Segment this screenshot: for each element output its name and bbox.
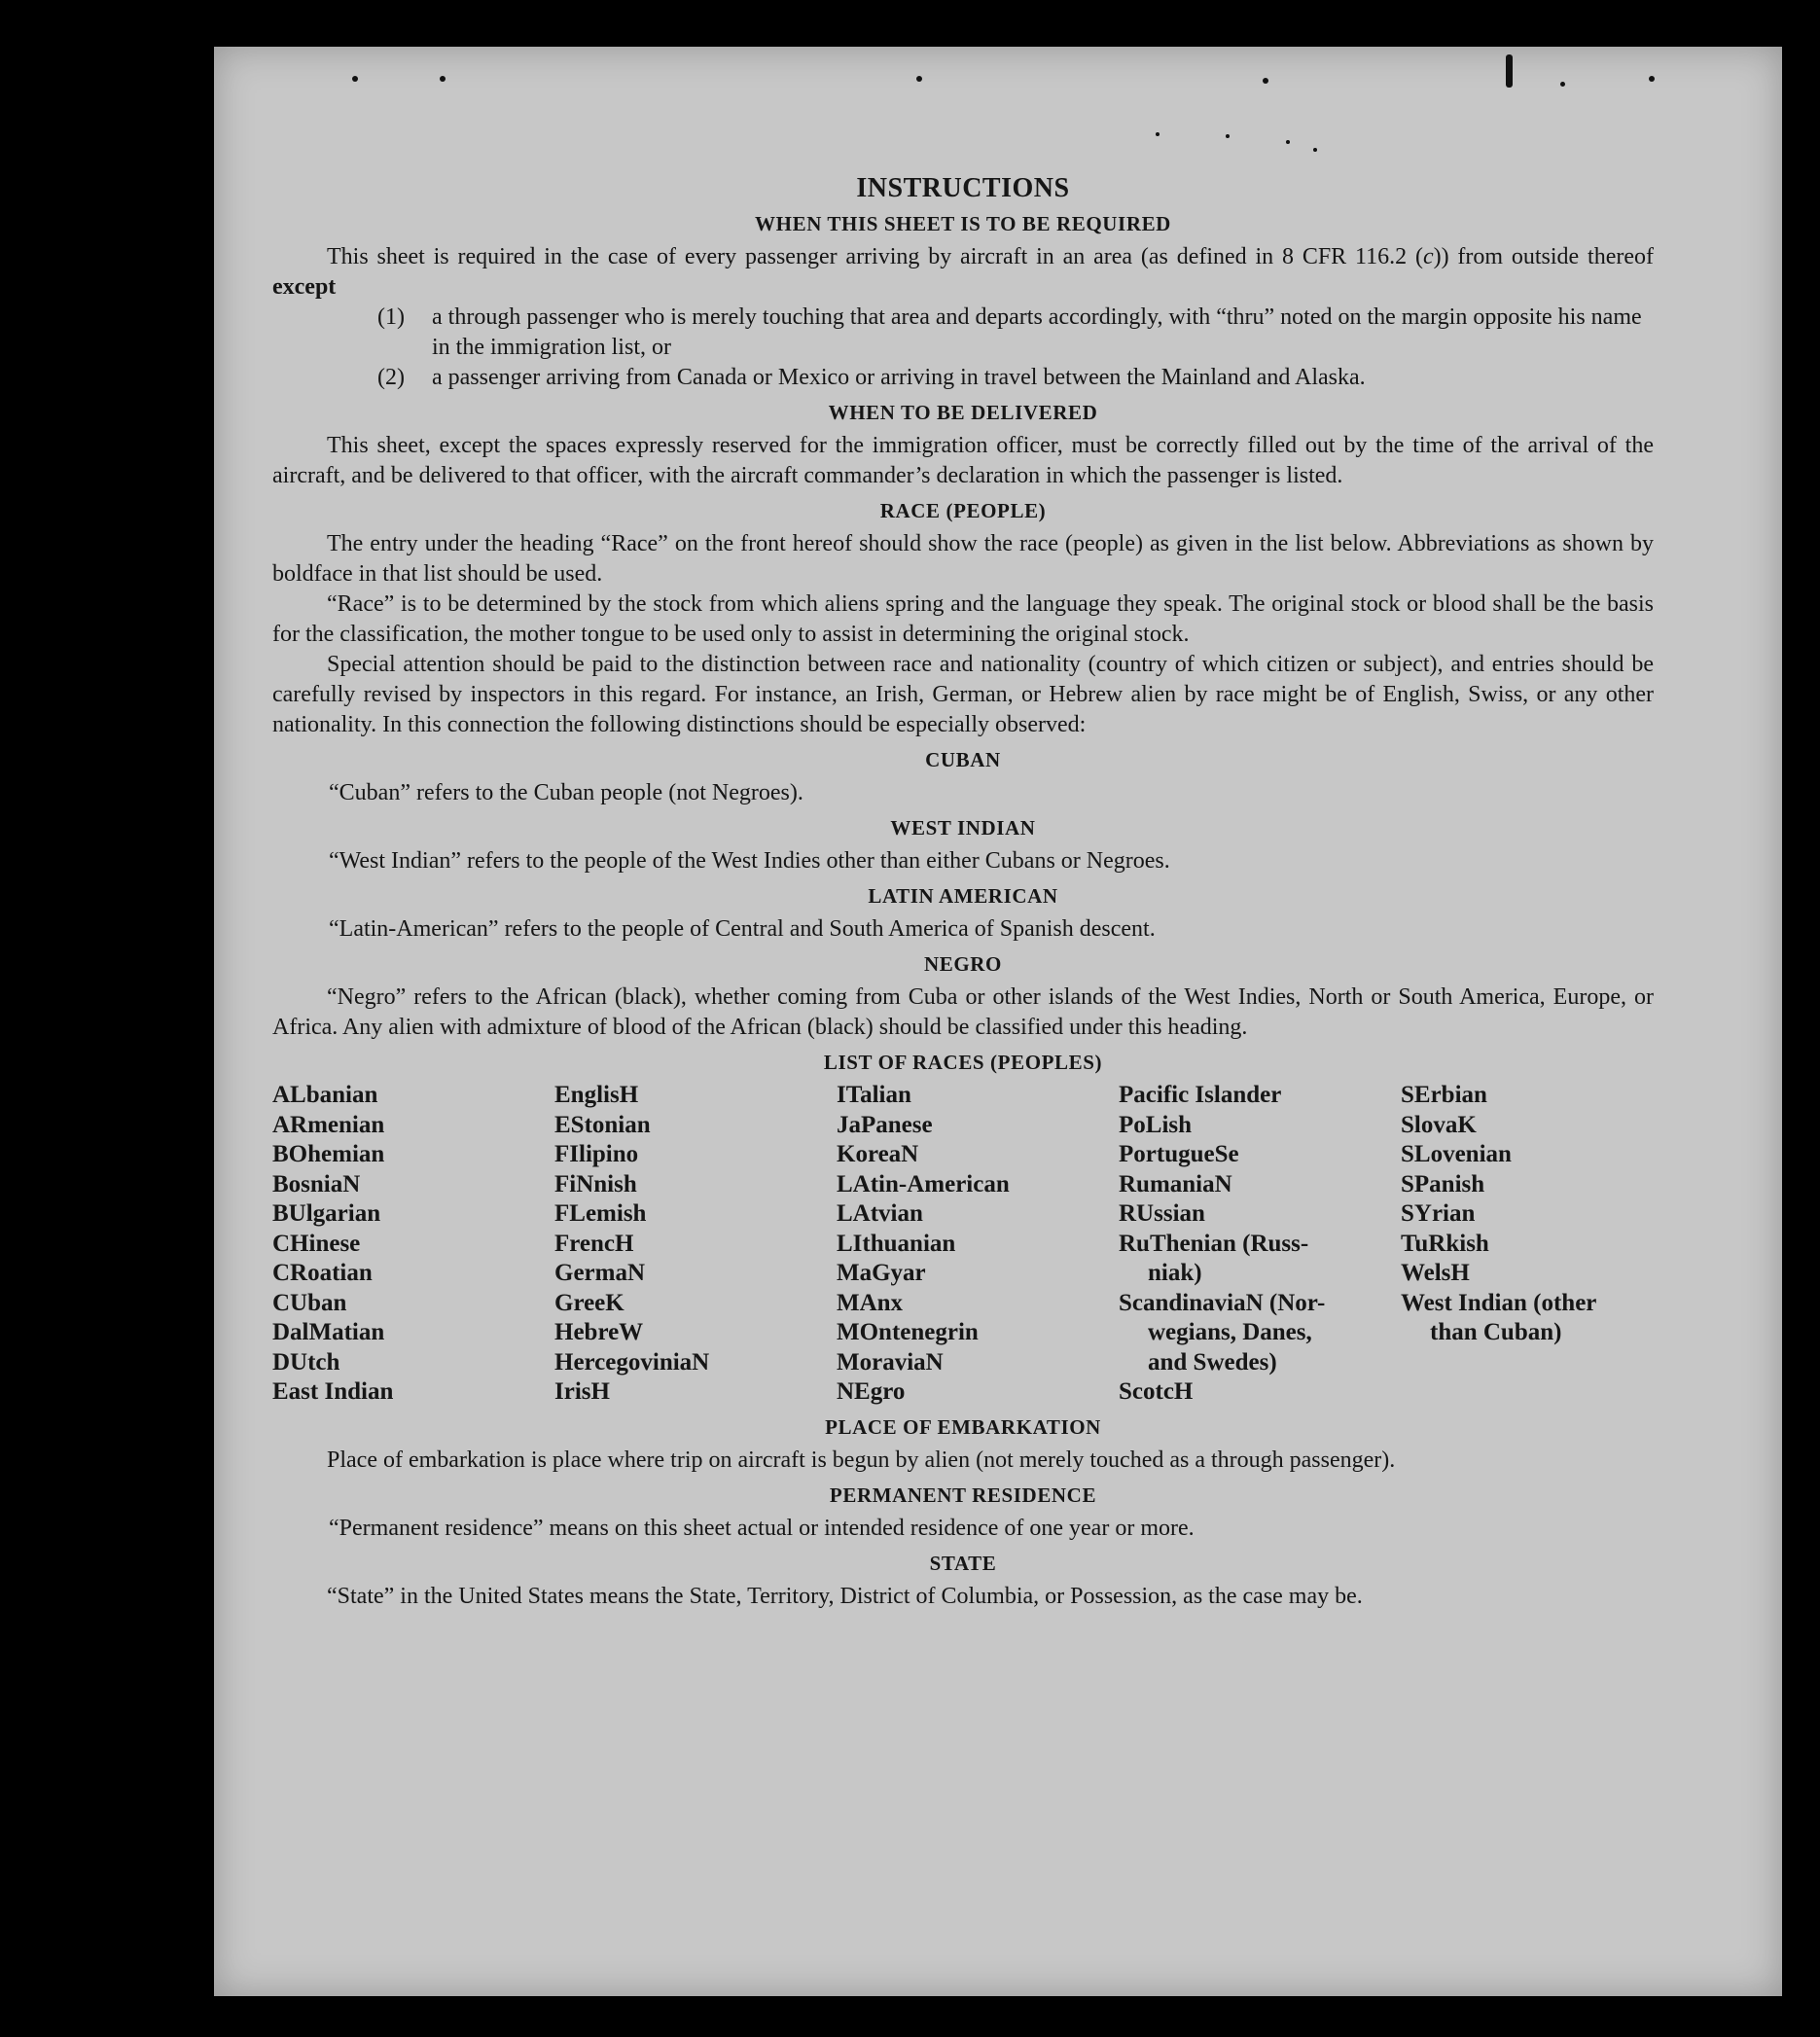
races-column [837,1081,1119,1408]
race-entry: JaPanese [837,1111,933,1138]
race-entry: HercegoviniaN [554,1348,710,1376]
race-paragraph-3: Special attention should be paid to the distinction between race and nationality (country of which citizen or subject), and entries should be carefully revised by inspectors in this regard. For instance, an Irish, German, or Hebrew alien by race might be of English, Swiss, or any other nationality. In this connection the following distinctions should be especially observed: [272,652,1654,737]
race-entry: ITalian [837,1082,911,1108]
speck-mark [1226,134,1230,138]
race-entry: NEgro [837,1378,906,1405]
section-heading-required: WHEN THIS SHEET IS TO BE REQUIRED [755,212,1171,235]
page-title: INSTRUCTIONS [856,173,1070,203]
list-item-text: a through passenger who is merely touching that area and departs accordingly, with “thru” noted on the margin opposite his name in the immigration list, or [432,304,1642,360]
race-entry: RUssian [1119,1200,1205,1227]
race-entry: CHinese [272,1230,361,1257]
race-entry: FLemish [554,1200,647,1227]
race-entry: RumaniaN [1119,1170,1232,1197]
latin-american-paragraph: “Latin-American” refers to the people of Central and South America of Spanish descent. [329,916,1156,942]
race-entry: BUlgarian [272,1200,381,1227]
west-indian-paragraph: “West Indian” refers to the people of the West Indies other than either Cubans or Negroes. [329,848,1170,874]
race-entry: SlovaK [1401,1111,1477,1138]
race-entry: GreeK [554,1289,625,1316]
embarkation-paragraph: Place of embarkation is place where trip on aircraft is begun by alien (not merely touched as a through passenger). [327,1447,1396,1473]
race-entry: EnglisH [554,1082,639,1108]
race-entry: BOhemian [272,1141,385,1167]
race-entry: IrisH [554,1378,610,1405]
section-heading-embarkation: PLACE OF EMBARKATION [825,1414,1101,1439]
delivered-paragraph: This sheet, except the spaces expressly reserved for the immigration officer, must be correctly filled out by the time of the arrival of the aircraft, and be delivered to that officer, with the aircraft commander’s declaration in which the passenger is listed. [272,433,1654,488]
speck-mark [352,76,358,82]
speck-mark [1649,76,1655,82]
race-entry: ScotcH [1119,1378,1194,1405]
races-column [554,1081,837,1408]
race-entry: MOntenegrin [837,1319,979,1345]
race-entry: Pacific Islander [1119,1082,1282,1108]
list-item-text: a passenger arriving from Canada or Mexico or arriving in travel between the Mainland and Alaska. [432,365,1366,390]
race-entry: LAtvian [837,1200,923,1227]
section-heading-race: RACE (PEOPLE) [879,499,1047,522]
cuban-paragraph: “Cuban” refers to the Cuban people (not Negroes). [329,780,803,805]
race-entry: SErbian [1401,1082,1487,1108]
race-entry: LAtin-American [837,1170,1010,1197]
race-entry: CRoatian [272,1260,373,1286]
race-entry: DUtch [272,1348,340,1376]
race-entry-continuation: than Cuban) [1430,1319,1562,1345]
document-page [214,47,1782,1996]
section-heading-state: STATE [929,1551,997,1575]
section-heading-residence: PERMANENT RESIDENCE [829,1483,1097,1507]
race-entry: CUban [272,1289,347,1316]
section-heading-cuban: CUBAN [925,748,1001,771]
required-paragraph [272,242,1654,303]
section-heading-west-indian: WEST INDIAN [890,816,1036,840]
speck-mark [1313,148,1317,152]
speck-mark [1263,78,1268,84]
required-intro-a: This sheet is required in the case of every passenger arriving by aircraft in an area (as defined in 8 CFR 116.2 ( [327,244,1423,269]
race-entry-continuation: niak) [1148,1260,1202,1286]
speck-mark [1286,140,1290,144]
race-entry: KoreaN [837,1141,919,1167]
instructions-body [272,173,1654,1612]
section-heading-delivered: WHEN TO BE DELIVERED [828,401,1098,424]
speck-mark [916,76,922,82]
speck-mark [1560,82,1565,87]
race-entry: LIthuanian [837,1230,956,1257]
state-paragraph: “State” in the United States means the State, Territory, District of Columbia, or Possession, as the case may be. [327,1583,1363,1609]
race-entry: PortugueSe [1119,1141,1239,1167]
race-entry: RuThenian (Russ- [1119,1230,1309,1257]
race-entry: FrencH [554,1230,634,1257]
negro-paragraph: “Negro” refers to the African (black), whether coming from Cuba or other islands of the West Indies, North or South America, Europe, or Africa. Any alien with admixture of blood of the African (black) should be classified under this heading. [272,984,1654,1040]
list-item-number: (2) [377,365,405,390]
race-entry: MAnx [837,1289,904,1316]
race-entry: TuRkish [1401,1230,1489,1257]
required-intro-b: )) from outside thereof [1433,244,1654,269]
residence-paragraph: “Permanent residence” means on this sheet actual or intended residence of one year or more. [329,1515,1195,1541]
races-column [272,1081,554,1408]
speck-mark [1506,54,1513,88]
race-entry-continuation: and Swedes) [1148,1348,1277,1376]
race-entry: MoraviaN [837,1348,944,1376]
race-paragraph-1: The entry under the heading “Race” on the front hereof should show the race (people) as given in the list below. Abbreviations as shown by boldface in that list should be used. [272,531,1654,587]
list-item [272,303,1654,363]
section-heading-list-of-races: LIST OF RACES (PEOPLES) [823,1051,1103,1074]
race-entry: MaGyar [837,1260,926,1286]
race-entry: SPanish [1401,1170,1485,1197]
races-list [272,1081,1654,1408]
required-intro-bold: except [272,274,337,300]
race-entry: EStonian [554,1111,651,1138]
race-entry: PoLish [1119,1111,1193,1138]
race-entry: BosniaN [272,1170,361,1197]
race-entry: DalMatian [272,1319,385,1345]
race-entry: East Indian [272,1378,394,1405]
race-entry: FIlipino [554,1141,639,1167]
required-intro-italic: c [1422,244,1434,269]
speck-mark [1156,132,1160,136]
race-entry: West Indian (other [1401,1289,1597,1316]
race-paragraph-2: “Race” is to be determined by the stock from which aliens spring and the language they speak. The original stock or blood shall be the basis for the classification, the mother tongue to be used only to assist in determining the original stock. [272,591,1654,647]
race-entry: SLovenian [1401,1141,1512,1167]
speck-mark [440,76,446,82]
section-heading-negro: NEGRO [923,952,1002,976]
races-column [1119,1081,1401,1408]
race-entry: ALbanian [272,1082,378,1108]
race-entry-continuation: wegians, Danes, [1148,1319,1312,1345]
race-entry: FiNnish [554,1170,637,1197]
races-column [1401,1081,1683,1408]
race-entry: HebreW [554,1319,644,1345]
list-item [272,363,1654,393]
list-item-number: (1) [377,304,405,330]
race-entry: GermaN [554,1260,646,1286]
race-entry: ARmenian [272,1111,385,1138]
race-entry: ScandinaviaN (Nor- [1119,1289,1326,1316]
race-entry: WelsH [1401,1260,1470,1286]
section-heading-latin-american: LATIN AMERICAN [868,884,1058,908]
race-entry: SYrian [1401,1200,1476,1227]
